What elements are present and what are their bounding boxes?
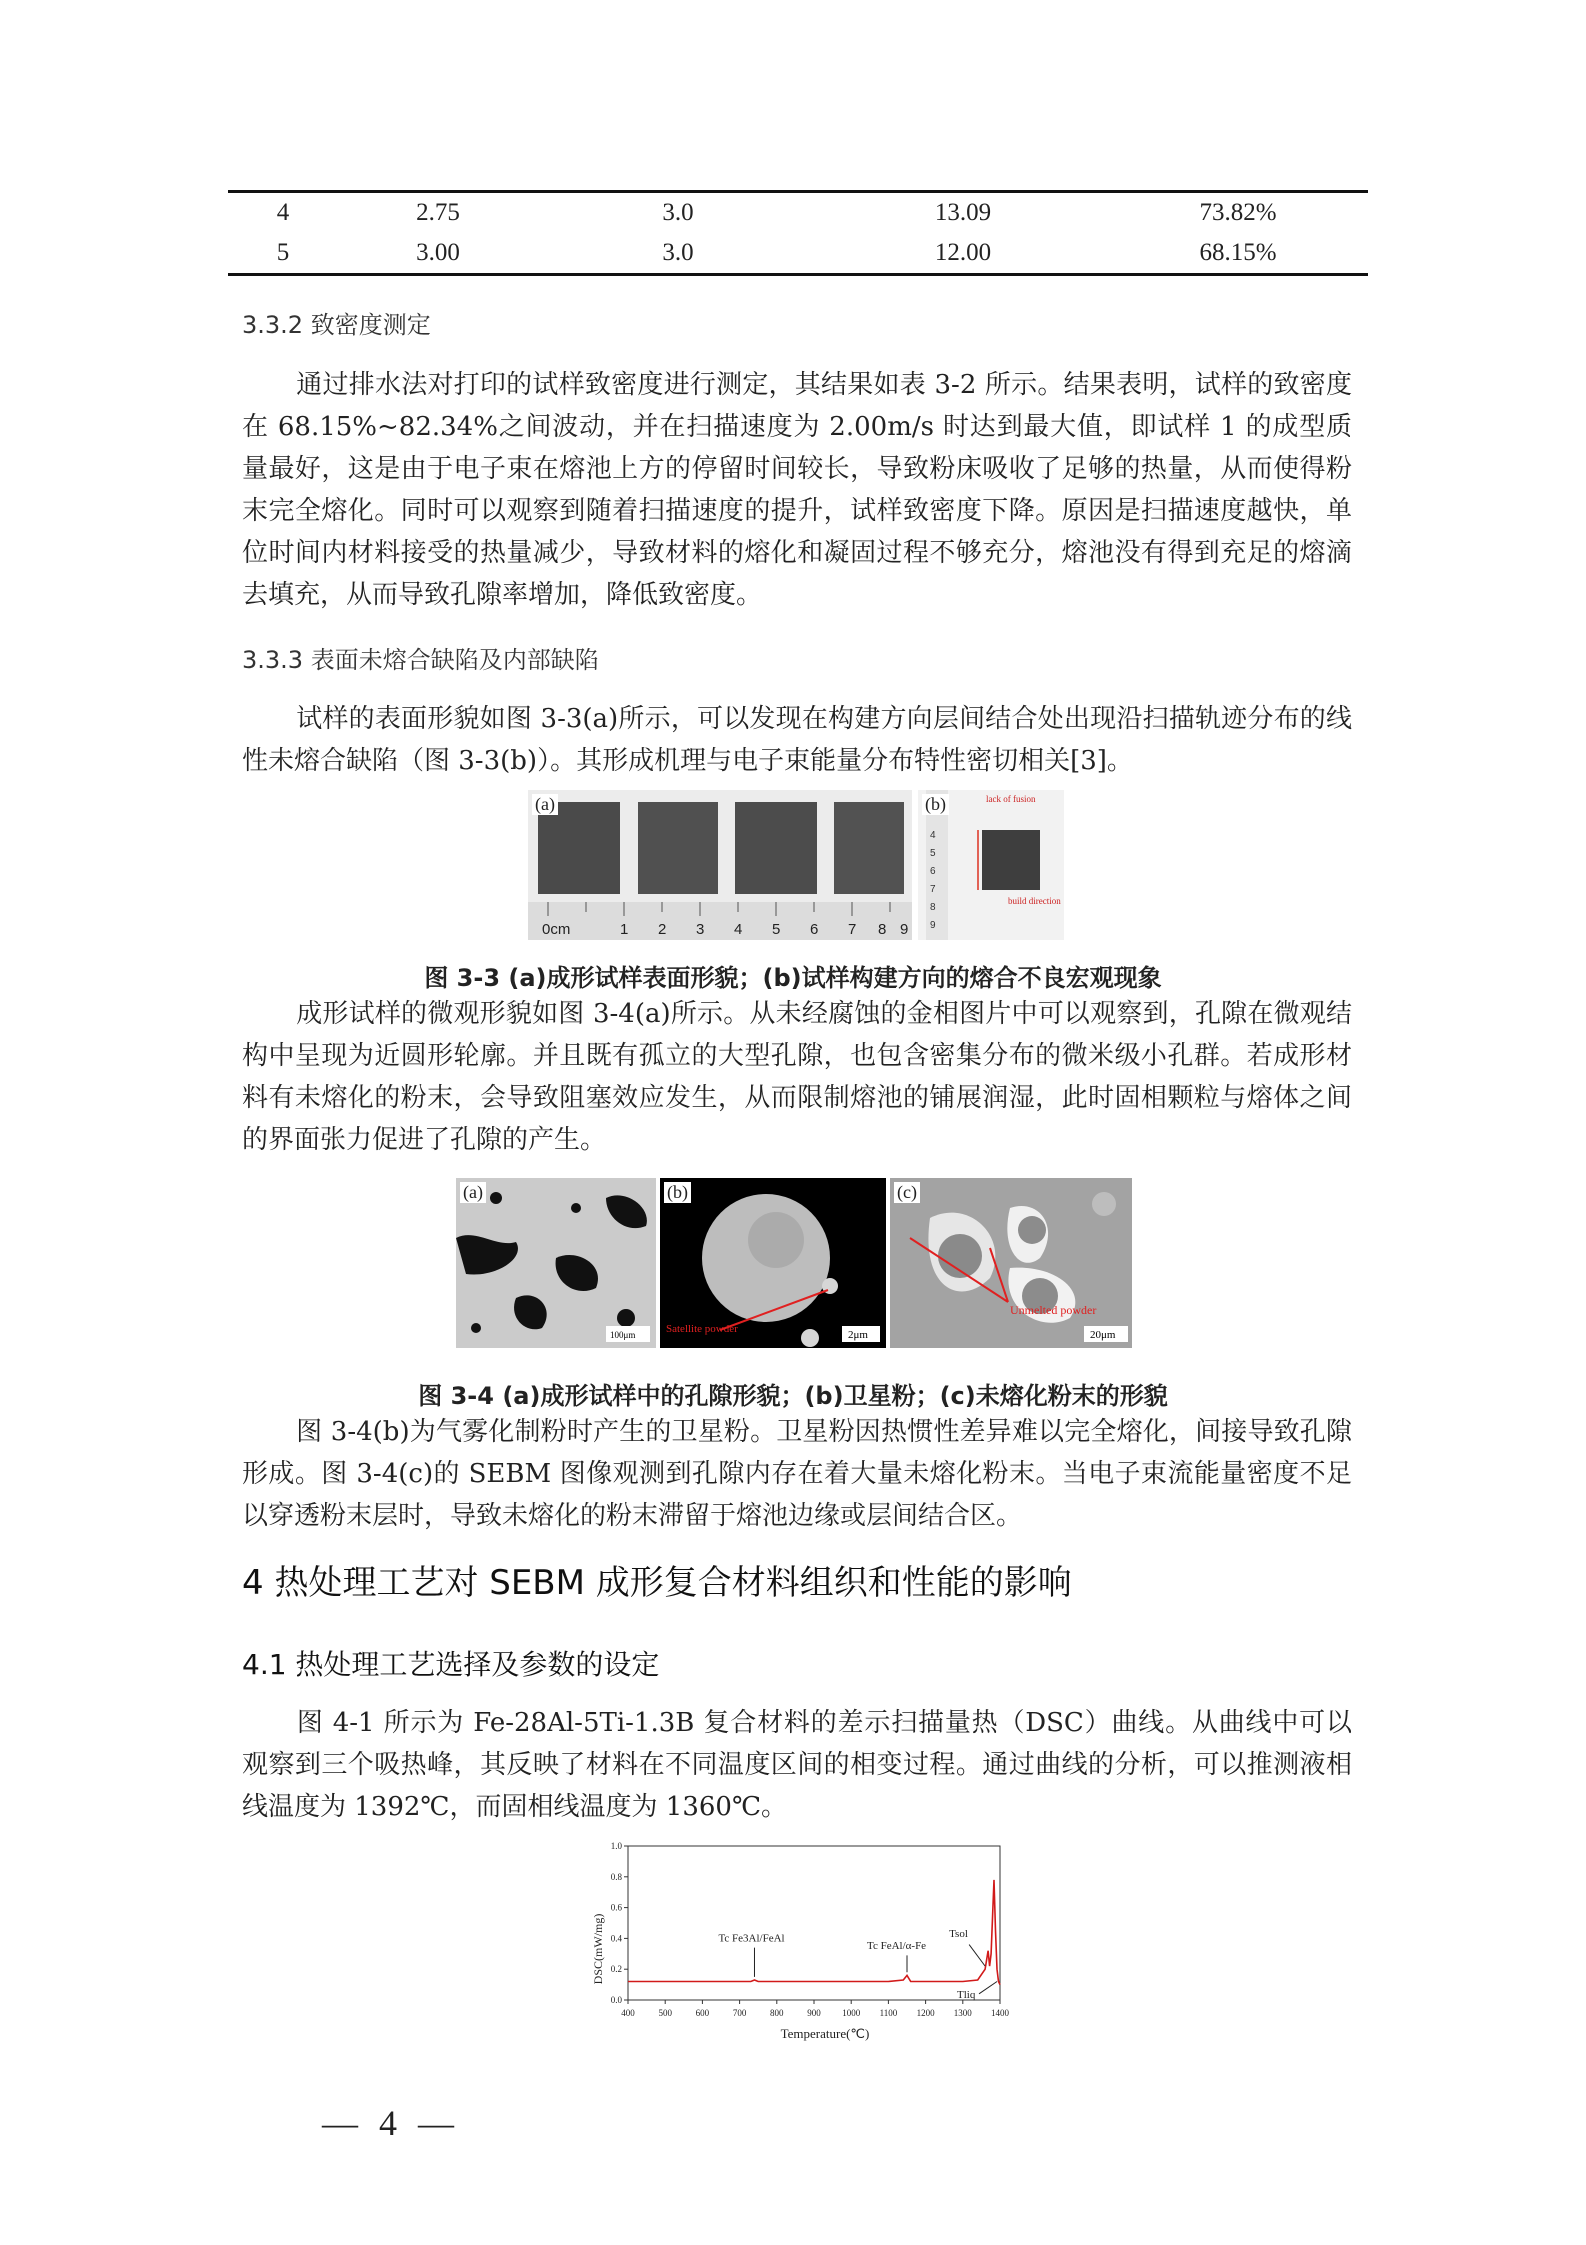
ruler-number: 9	[900, 921, 909, 938]
x-tick-label: 1300	[953, 2008, 972, 2018]
ruler-number: 1	[620, 921, 629, 938]
table-cell: 3.0	[662, 199, 694, 226]
paragraph-text: 成形试样的微观形貌如图 3-4(a)所示。从未经腐蚀的金相图片中可以观察到，孔隙在微观结构中呈现为近圆形轮廓。并且既有孤立的大型孔隙，也包含密集分布的微米级小孔群。若成形材料有未熔化的粉末，会导致阻塞效应发生，从而限制熔池的铺展润湿，此时固相颗粒与熔体之间的界面张力促进了孔隙的产生。	[242, 999, 1352, 1155]
table-row	[228, 193, 1368, 233]
paragraph-surface-defects	[242, 698, 1352, 782]
scale-bar-a: 100μm	[610, 1330, 636, 1340]
x-axis-label: Temperature(℃)	[780, 2026, 870, 2041]
y-axis-label: DSC(mW/mg)	[591, 1913, 605, 1985]
annotation-label: Tc Fe3Al/FeAl	[718, 1932, 785, 1945]
satellite-powder-image	[660, 1178, 886, 1348]
table-cell: 12.00	[934, 239, 992, 266]
side-ruler-number: 4	[930, 830, 936, 841]
panel-label-a: (a)	[532, 794, 558, 815]
table-cell: 3.00	[416, 239, 460, 266]
ruler-number: 7	[848, 921, 857, 938]
ruler-number: 4	[734, 921, 743, 938]
annotation-satellite-powder: Satellite powder	[666, 1323, 738, 1335]
panel-label-a: (a)	[460, 1182, 486, 1203]
x-tick-label: 800	[770, 2008, 784, 2018]
figure-caption-3-4: 图 3-4 (a)成形试样中的孔隙形貌；(b)卫星粉；(c)未熔化粉末的形貌	[418, 1382, 1168, 1410]
section-heading-4-1: 4.1 热处理工艺选择及参数的设定	[242, 1648, 660, 1681]
table-cell: 68.15%	[1199, 239, 1277, 266]
section-heading-3-3-3: 3.3.3 表面未熔合缺陷及内部缺陷	[242, 646, 599, 674]
y-tick-label: 0.4	[610, 1933, 622, 1944]
panel-label-c: (c)	[894, 1182, 920, 1203]
pore-morphology-image	[456, 1178, 656, 1348]
annotation-arrow	[969, 1945, 985, 1967]
x-tick-label: 500	[658, 2008, 672, 2018]
table-cell: 5	[276, 239, 290, 266]
x-tick-label: 700	[732, 2008, 747, 2018]
table-cell: 4	[276, 199, 290, 226]
annotation-lack-of-fusion: lack of fusion	[986, 794, 1036, 804]
figure-3-4b-image	[660, 1178, 886, 1348]
paragraph-text: 图 3-4(b)为气雾化制粉时产生的卫星粉。卫星粉因热惯性差异难以完全熔化，间接导致孔隙形成。图 3-4(c)的 SEBM 图像观测到孔隙内存在着大量未熔化粉末。当电子束流能量密度不足以穿透粉末层时，导致未熔化的粉末滞留于熔池边缘或层间结合区。	[242, 1417, 1352, 1531]
ruler-number: 3	[696, 921, 705, 938]
scale-bar-b: 2μm	[848, 1329, 868, 1341]
paragraph-satellite-powder	[242, 1411, 1352, 1537]
figure-3-3a-photo	[528, 790, 912, 940]
plot-frame	[628, 1846, 1000, 2000]
chapter-heading-4: 4 热处理工艺对 SEBM 成形复合材料组织和性能的影响	[242, 1563, 1072, 1603]
paragraph-text: 通过排水法对打印的试样致密度进行测定，其结果如表 3-2 所示。结果表明，试样的致密度在 68.15%~82.34%之间波动，并在扫描速度为 2.00m/s 时达到最大值，即试样 1 的成型质量最好，这是由于电子束在熔池上方的停留时间较长，导致粉床吸收了足够的热量，从而使得粉末完全熔化。同时可以观察到随着扫描速度的提升，试样致密度下降。原因是扫描速度越快，单位时间内材料接受的热量减少，导致材料的熔化和凝固过程不够充分，熔池没有得到充足的熔滴去填充，从而导致孔隙率增加，降低致密度。	[242, 370, 1352, 610]
side-ruler-number: 8	[930, 902, 936, 913]
side-ruler-number: 9	[930, 920, 936, 931]
y-tick-label: 0.2	[610, 1964, 622, 1975]
annotation-label: Tsol	[949, 1927, 968, 1940]
sample-blocks-image	[528, 790, 912, 940]
side-ruler-number: 7	[930, 884, 936, 895]
dsc-chart	[580, 1834, 1020, 2042]
ruler-number: 5	[772, 921, 781, 938]
table-cell: 3.0	[662, 239, 694, 266]
unmelted-powder-image	[890, 1178, 1132, 1348]
x-tick-label: 1200	[916, 2008, 935, 2018]
x-tick-label: 1000	[842, 2008, 861, 2018]
annotation-arrow	[979, 1982, 997, 1994]
side-ruler-number: 5	[930, 848, 936, 859]
ruler-number: 6	[810, 921, 819, 938]
paragraph-micro-morphology	[242, 993, 1352, 1161]
y-tick-label: 0.8	[610, 1871, 622, 1882]
panel-label-b: (b)	[922, 794, 949, 815]
table-bottom-rule	[228, 273, 1368, 276]
figure-3-4c-image	[890, 1178, 1132, 1348]
figure-3-3b-photo	[918, 790, 1064, 940]
section-heading-3-3-2: 3.3.2 致密度测定	[242, 311, 431, 339]
paragraph-text: 试样的表面形貌如图 3-3(a)所示，可以发现在构建方向层间结合处出现沿扫描轨迹分布的线性未熔合缺陷（图 3-3(b)）。其形成机理与电子束能量分布特性密切相关[3]。	[242, 704, 1352, 776]
y-tick-label: 0.6	[610, 1902, 622, 1913]
ruler-number: 0cm	[542, 921, 571, 938]
annotation-build-direction: build direction	[1008, 896, 1061, 906]
figure-3-4a-image	[456, 1178, 656, 1348]
ruler-number: 2	[658, 921, 667, 938]
side-ruler-number: 6	[930, 866, 936, 877]
panel-label-b: (b)	[664, 1182, 691, 1203]
figure-caption-3-3: 图 3-3 (a)成形试样表面形貌；(b)试样构建方向的熔合不良宏观现象	[424, 964, 1162, 992]
paragraph-dsc	[242, 1702, 1352, 1828]
page-number: — 4 —	[322, 2103, 460, 2143]
table-cell: 13.09	[934, 199, 992, 226]
x-tick-label: 1100	[879, 2008, 898, 2018]
table-cell: 73.82%	[1199, 199, 1277, 226]
x-tick-label: 400	[621, 2008, 635, 2018]
paragraph-density	[242, 364, 1352, 616]
x-tick-label: 600	[695, 2008, 710, 2018]
annotation-label: Tliq	[957, 1989, 976, 2001]
x-tick-label: 900	[807, 2008, 821, 2018]
annotation-unmelted-powder: Unmelted powder	[1010, 1303, 1097, 1317]
annotation-label: Tc FeAl/α-Fe	[867, 1940, 927, 1953]
x-tick-label: 1400	[991, 2008, 1009, 2018]
ruler-number: 8	[878, 921, 887, 938]
data-table	[228, 190, 1368, 276]
y-tick-label: 0.0	[610, 1995, 622, 2005]
scale-bar-c: 20μm	[1090, 1329, 1116, 1341]
y-tick-label: 1.0	[610, 1841, 622, 1851]
table-row	[228, 233, 1368, 273]
table-cell: 2.75	[416, 199, 460, 226]
paragraph-text: 图 4-1 所示为 Fe-28Al-5Ti-1.3B 复合材料的差示扫描量热（DSC）曲线。从曲线中可以观察到三个吸热峰，其反映了材料在不同温度区间的相变过程。通过曲线的分析，可以推测液相线温度为 1392℃，而固相线温度为 1360℃。	[242, 1708, 1352, 1822]
series-line-dsc	[628, 1880, 1000, 1985]
